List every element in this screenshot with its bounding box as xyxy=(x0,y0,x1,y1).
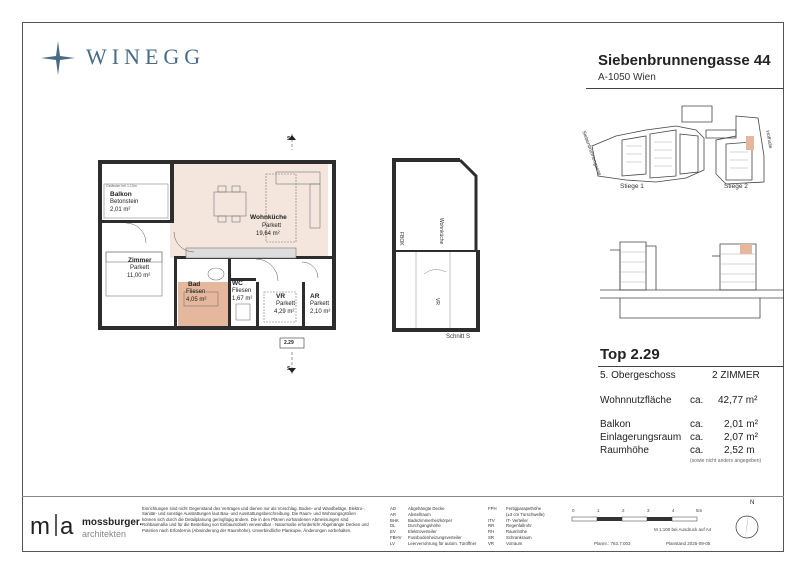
scale-tick: 4 xyxy=(672,508,675,513)
area-value: 42,77 m² xyxy=(718,395,758,406)
room-name: Balkon xyxy=(110,191,132,198)
room-material: Parkett xyxy=(310,301,330,307)
section-label: Schnitt S xyxy=(446,334,471,340)
address-city: A-1050 Wien xyxy=(598,72,656,83)
legend-row: BHK Badezimmerheizkörper xyxy=(390,517,453,523)
area-ca: ca. xyxy=(690,395,704,406)
legend-row: RR Regenfallrohr xyxy=(488,523,532,529)
legend-row: FPH Fertigparapethöhe xyxy=(488,506,542,511)
unit-floor: 5. Obergeschoss xyxy=(600,370,676,381)
room-name: WC xyxy=(232,280,243,287)
room-name: AR xyxy=(310,293,320,300)
scale-tick: 2 xyxy=(622,508,625,513)
winegg-star-icon xyxy=(40,40,76,76)
extra-ca: ca. xyxy=(690,419,704,430)
room-material: Parkett xyxy=(130,265,150,271)
room-material: Parkett xyxy=(276,301,296,307)
scale-bar xyxy=(570,514,710,524)
plan-date: Planstand 2025-09-05 xyxy=(666,541,711,546)
section-marker-top: S xyxy=(287,136,291,142)
section-marker-bottom: S xyxy=(287,366,291,372)
svg-text:a: a xyxy=(60,513,74,538)
legend-row: DL Durchgangshöhe xyxy=(390,523,441,529)
legend-row: ITV IT- Verteiler xyxy=(488,517,528,523)
section-drawing xyxy=(388,156,488,336)
legend-row: FBHV Fussbodenheizungsverteiler xyxy=(390,534,462,540)
divider xyxy=(586,88,784,89)
room-area: 4,05 m² xyxy=(186,297,207,303)
legend-row: SR Schrankraum xyxy=(488,534,532,540)
area-note: (sowie nicht anders angegeben) xyxy=(690,458,762,464)
section-wohnkueche: Wohnküche xyxy=(438,218,444,245)
extra-value: 2,01 m² xyxy=(724,419,758,430)
section-vr: VR xyxy=(434,298,440,305)
extra-value: 2,07 m² xyxy=(724,432,758,443)
building-elevation xyxy=(600,228,784,320)
room-area: 19,64 m² xyxy=(256,231,280,237)
scale-tick: 5m xyxy=(696,508,703,513)
unit-top-title: Top 2.29 xyxy=(600,346,660,363)
legend-row: (±3 cm Türschwelle) xyxy=(506,511,545,517)
divider xyxy=(598,366,784,367)
footer-divider xyxy=(22,496,784,497)
legend-row: RH Raumhöhe xyxy=(488,529,528,535)
north-arrow-icon xyxy=(734,506,760,542)
legend-row: AD Abgehängte Decke xyxy=(390,506,445,511)
balkon-note: Geländer bei 1,10m xyxy=(106,184,137,188)
architect-name: mossburger. xyxy=(82,517,143,528)
scale-tick: 3 xyxy=(647,508,650,513)
floor-plan xyxy=(96,132,346,378)
address-street: Siebenbrunnengasse 44 xyxy=(598,52,771,69)
legend-row: LV Leerverrohrung für autom. Türöffner xyxy=(390,540,477,546)
extra-label: Einlagerungsraum xyxy=(600,432,682,443)
siteplan-stiege-2: Stiege 2 xyxy=(724,183,748,190)
room-material: Fliesen xyxy=(232,288,252,294)
room-name: VR xyxy=(276,293,286,300)
architect-sub: architekten xyxy=(82,529,127,539)
legend-a xyxy=(390,506,476,547)
legend-row: VR Vorraum xyxy=(488,540,523,546)
room-name: Wohnküche xyxy=(250,214,287,221)
room-material: Betonstein xyxy=(110,199,139,205)
extra-label: Balkon xyxy=(600,419,631,430)
room-area: 1,67 m² xyxy=(232,296,253,302)
unit-rooms: 2 ZIMMER xyxy=(712,370,760,381)
legend-b xyxy=(488,506,545,547)
architect-logo-icon xyxy=(30,510,78,538)
room-area: 2,01 m² xyxy=(110,207,131,213)
plan-number: Plannr.: 763.7.003 xyxy=(594,541,631,546)
svg-text:m: m xyxy=(30,513,50,538)
scale-tick: 1 xyxy=(597,508,600,513)
room-area: 11,00 m² xyxy=(127,273,151,279)
section-fbok: FBOK xyxy=(398,232,404,246)
area-label: Wohnnutzfläche xyxy=(600,395,672,406)
disclaimer-text: Einrichtungen sind nicht Gegenstand des Vertrages und dienen nur als Vorschlag. Boden- und Wandbeläge, Elektro-, Sanitär- und sonstige Ausstattungen laut Bau- und Ausstattungsbeschreibung. Die Raum- und Wohnungsgrößen können sich durch die Detailplanung geringfügig ändern. Die in den Plänen vorhandenen Abmessungen sind Rohbaumaße und für die Bestellung von Einbaumöbeln verwendbar - Naturmaße erforderlich! Abgehängte Decken und Poterien nach Erfordernis (Abminderung der Raumhöhe). Unverbindliche Plankopie, Änderungen vorbehalten. xyxy=(142,506,369,533)
room-name: Zimmer xyxy=(128,257,152,264)
room-name: Bad xyxy=(188,281,201,288)
extra-ca: ca. xyxy=(690,445,704,456)
north-label: N xyxy=(750,500,755,506)
extra-value: 2,52 m xyxy=(724,445,755,456)
extra-label: Raumhöhe xyxy=(600,445,649,456)
brand-logo: WINEGG xyxy=(86,44,206,69)
siteplan-stiege-1: Stiege 1 xyxy=(620,183,644,190)
scale-note: M 1:100 bei Ausdruck auf A4 xyxy=(654,527,712,532)
scale-tick: 0 xyxy=(572,508,575,513)
unit-marker: 2.29 xyxy=(284,340,294,346)
room-material: Fliesen xyxy=(186,289,206,295)
room-material: Parkett xyxy=(262,223,282,229)
room-area: 2,10 m² xyxy=(310,309,331,315)
siteplan-street-label: Siebenbrunnengasse xyxy=(580,130,603,177)
siteplan-side-label: Hofhalle xyxy=(764,130,774,150)
legend-row: AR Abstellraum xyxy=(390,511,431,517)
extra-ca: ca. xyxy=(690,432,704,443)
site-plan xyxy=(586,96,784,196)
legend-row: EV Elektroverteiler xyxy=(390,529,437,535)
room-area: 4,29 m² xyxy=(274,309,295,315)
